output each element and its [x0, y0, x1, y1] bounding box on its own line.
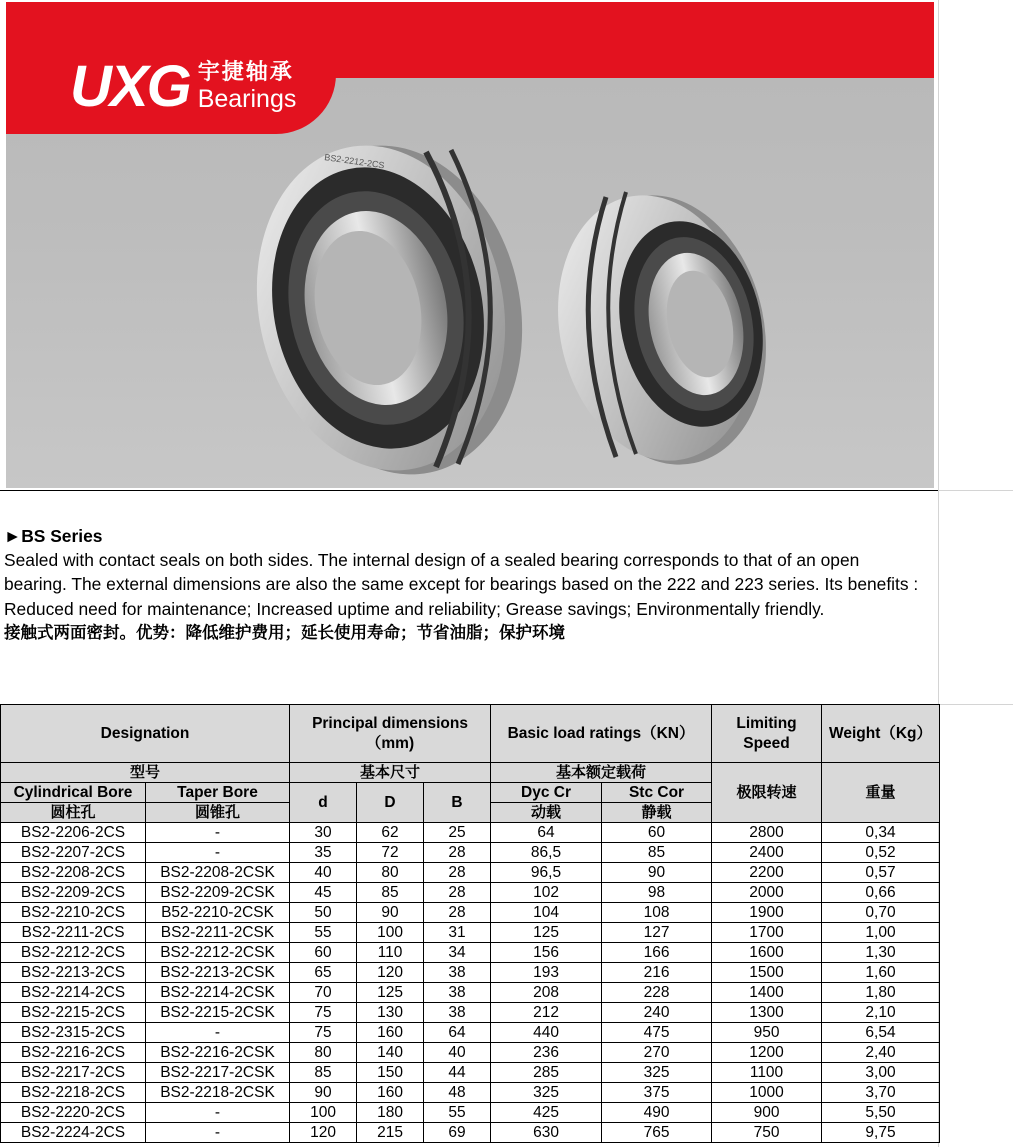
- header-dynamic-cn: 动载: [491, 803, 602, 823]
- header-taper-cn: 圆锥孔: [146, 803, 290, 823]
- header-cylindrical-cn: 圆柱孔: [1, 803, 146, 823]
- cell-B: 38: [424, 963, 491, 983]
- cell-static-load: 490: [602, 1103, 712, 1123]
- cell-cylindrical-bore: BS2-2211-2CS: [1, 923, 146, 943]
- header-static-cn: 静载: [602, 803, 712, 823]
- cell-d: 120: [290, 1123, 357, 1143]
- table-row: [1, 903, 940, 923]
- cell-B: 55: [424, 1103, 491, 1123]
- cell-dynamic-load: 208: [491, 983, 602, 1003]
- cell-dynamic-load: 285: [491, 1063, 602, 1083]
- cell-weight: 5,50: [822, 1103, 940, 1123]
- header-principal-cn: 基本尺寸: [290, 763, 491, 783]
- cell-taper-bore: BS2-2217-2CSK: [146, 1063, 290, 1083]
- cell-cylindrical-bore: BS2-2209-2CS: [1, 883, 146, 903]
- cell-B: 40: [424, 1043, 491, 1063]
- table-row: [1, 923, 940, 943]
- cell-D: 85: [357, 883, 424, 903]
- cell-B: 48: [424, 1083, 491, 1103]
- cell-weight: 3,00: [822, 1063, 940, 1083]
- cell-dynamic-load: 102: [491, 883, 602, 903]
- table-row: [1, 943, 940, 963]
- cell-d: 65: [290, 963, 357, 983]
- bearing-marking: BS2-2212-2CS: [323, 152, 386, 171]
- cell-cylindrical-bore: BS2-2224-2CS: [1, 1123, 146, 1143]
- cell-B: 31: [424, 923, 491, 943]
- cell-B: 28: [424, 863, 491, 883]
- header-weight: Weight（Kg）: [822, 705, 940, 763]
- cell-d: 55: [290, 923, 357, 943]
- table-row: [1, 1023, 940, 1043]
- cell-cylindrical-bore: BS2-2220-2CS: [1, 1103, 146, 1123]
- header-basic-load-ratings: Basic load ratings（KN）: [491, 705, 712, 763]
- cell-B: 28: [424, 903, 491, 923]
- cell-dynamic-load: 212: [491, 1003, 602, 1023]
- cell-static-load: 216: [602, 963, 712, 983]
- table-row: [1, 1063, 940, 1083]
- cell-limiting-speed: 2800: [712, 823, 822, 843]
- cell-static-load: 127: [602, 923, 712, 943]
- cell-d: 45: [290, 883, 357, 903]
- cell-d: 75: [290, 1003, 357, 1023]
- sheet-gridline: [938, 0, 1013, 1147]
- cell-weight: 9,75: [822, 1123, 940, 1143]
- cell-static-load: 108: [602, 903, 712, 923]
- cell-B: 64: [424, 1023, 491, 1043]
- logo-english: Bearings: [197, 85, 297, 113]
- description-chinese: 接触式两面密封。优势：降低维护费用；延长使用寿命；节省油脂；保护环境: [4, 622, 565, 642]
- table-row: [1, 1003, 940, 1023]
- cell-static-load: 375: [602, 1083, 712, 1103]
- table-row: [1, 863, 940, 883]
- cell-D: 150: [357, 1063, 424, 1083]
- cell-dynamic-load: 86,5: [491, 843, 602, 863]
- cell-D: 90: [357, 903, 424, 923]
- cell-limiting-speed: 1700: [712, 923, 822, 943]
- table-row: [1, 823, 940, 843]
- cell-d: 30: [290, 823, 357, 843]
- cell-D: 130: [357, 1003, 424, 1023]
- cell-static-load: 90: [602, 863, 712, 883]
- cell-cylindrical-bore: BS2-2206-2CS: [1, 823, 146, 843]
- table-row: [1, 1083, 940, 1103]
- header-cylindrical-bore: Cylindrical Bore: [1, 783, 146, 803]
- cell-B: 34: [424, 943, 491, 963]
- cell-D: 160: [357, 1023, 424, 1043]
- small-bearing: [534, 177, 790, 484]
- cell-dynamic-load: 96,5: [491, 863, 602, 883]
- cell-static-load: 240: [602, 1003, 712, 1023]
- cell-taper-bore: BS2-2212-2CSK: [146, 943, 290, 963]
- cell-taper-bore: BS2-2218-2CSK: [146, 1083, 290, 1103]
- cell-limiting-speed: 750: [712, 1123, 822, 1143]
- cell-D: 110: [357, 943, 424, 963]
- header-designation-cn: 型号: [1, 763, 290, 783]
- bearing-spec-table: [0, 704, 940, 1143]
- table-row: [1, 883, 940, 903]
- series-description: [4, 524, 924, 645]
- section-divider: [0, 490, 938, 491]
- cell-limiting-speed: 1600: [712, 943, 822, 963]
- cell-weight: 2,10: [822, 1003, 940, 1023]
- cell-cylindrical-bore: BS2-2215-2CS: [1, 1003, 146, 1023]
- cell-weight: 0,70: [822, 903, 940, 923]
- cell-weight: 3,70: [822, 1083, 940, 1103]
- cell-limiting-speed: 1900: [712, 903, 822, 923]
- cell-static-load: 270: [602, 1043, 712, 1063]
- cell-static-load: 166: [602, 943, 712, 963]
- cell-cylindrical-bore: BS2-2210-2CS: [1, 903, 146, 923]
- cell-weight: 0,57: [822, 863, 940, 883]
- cell-cylindrical-bore: BS2-2217-2CS: [1, 1063, 146, 1083]
- cell-limiting-speed: 1100: [712, 1063, 822, 1083]
- table-row: [1, 1103, 940, 1123]
- cell-limiting-speed: 1000: [712, 1083, 822, 1103]
- cell-dynamic-load: 425: [491, 1103, 602, 1123]
- cell-limiting-speed: 2400: [712, 843, 822, 863]
- table-row: [1, 983, 940, 1003]
- cell-taper-bore: -: [146, 1103, 290, 1123]
- header-weight-cn: 重量: [822, 763, 940, 823]
- cell-dynamic-load: 156: [491, 943, 602, 963]
- header-speed-cn: 极限转速: [712, 763, 822, 823]
- cell-limiting-speed: 1200: [712, 1043, 822, 1063]
- large-bearing: [228, 122, 552, 488]
- cell-limiting-speed: 2200: [712, 863, 822, 883]
- cell-D: 100: [357, 923, 424, 943]
- cell-static-load: 60: [602, 823, 712, 843]
- logo-mark: UXG: [70, 54, 190, 119]
- cell-static-load: 475: [602, 1023, 712, 1043]
- cell-D: 80: [357, 863, 424, 883]
- header-static: Stc Cor: [602, 783, 712, 803]
- cell-d: 85: [290, 1063, 357, 1083]
- cell-dynamic-load: 64: [491, 823, 602, 843]
- cell-d: 75: [290, 1023, 357, 1043]
- cell-cylindrical-bore: BS2-2216-2CS: [1, 1043, 146, 1063]
- sheet-gridline: [938, 490, 1013, 491]
- cell-static-load: 325: [602, 1063, 712, 1083]
- cell-cylindrical-bore: BS2-2212-2CS: [1, 943, 146, 963]
- cell-B: 69: [424, 1123, 491, 1143]
- cell-D: 62: [357, 823, 424, 843]
- table-row: [1, 963, 940, 983]
- cell-cylindrical-bore: BS2-2315-2CS: [1, 1023, 146, 1043]
- cell-D: 125: [357, 983, 424, 1003]
- cell-limiting-speed: 2000: [712, 883, 822, 903]
- cell-limiting-speed: 1500: [712, 963, 822, 983]
- header-load-cn: 基本额定载荷: [491, 763, 712, 783]
- sheet-gridline: [938, 704, 1013, 705]
- cell-limiting-speed: 900: [712, 1103, 822, 1123]
- cell-dynamic-load: 440: [491, 1023, 602, 1043]
- header-taper-bore: Taper Bore: [146, 783, 290, 803]
- cell-limiting-speed: 950: [712, 1023, 822, 1043]
- cell-limiting-speed: 1300: [712, 1003, 822, 1023]
- cell-static-load: 98: [602, 883, 712, 903]
- cell-taper-bore: BS2-2208-2CSK: [146, 863, 290, 883]
- cell-d: 70: [290, 983, 357, 1003]
- logo-chinese: 宇捷轴承: [197, 59, 294, 85]
- description-english: Sealed with contact seals on both sides. The internal design of a sealed bearing corresponds to that of an open bearing. The external dimensions are also the same except for bearings based on the 222 and 223 series. Its benefits : Reduced need for maintenance; Increased uptime and reliability; Grease savings; Environmentally friendly.: [4, 550, 919, 619]
- cell-cylindrical-bore: BS2-2218-2CS: [1, 1083, 146, 1103]
- header-D: D: [357, 783, 424, 823]
- cell-D: 180: [357, 1103, 424, 1123]
- cell-taper-bore: BS2-2211-2CSK: [146, 923, 290, 943]
- cell-D: 140: [357, 1043, 424, 1063]
- header-limiting-speed: Limiting Speed: [712, 705, 822, 763]
- header-B: B: [424, 783, 491, 823]
- cell-D: 160: [357, 1083, 424, 1103]
- cell-dynamic-load: 193: [491, 963, 602, 983]
- cell-static-load: 765: [602, 1123, 712, 1143]
- cell-dynamic-load: 325: [491, 1083, 602, 1103]
- cell-weight: 0,52: [822, 843, 940, 863]
- cell-taper-bore: BS2-2213-2CSK: [146, 963, 290, 983]
- header-dynamic: Dyc Cr: [491, 783, 602, 803]
- cell-static-load: 85: [602, 843, 712, 863]
- table-row: [1, 1123, 940, 1143]
- cell-weight: 1,30: [822, 943, 940, 963]
- cell-taper-bore: -: [146, 1123, 290, 1143]
- cell-cylindrical-bore: BS2-2213-2CS: [1, 963, 146, 983]
- cell-dynamic-load: 236: [491, 1043, 602, 1063]
- cell-d: 35: [290, 843, 357, 863]
- header-principal-dimensions: Principal dimensions （mm): [290, 705, 491, 763]
- cell-weight: 1,80: [822, 983, 940, 1003]
- cell-weight: 0,66: [822, 883, 940, 903]
- header-d: d: [290, 783, 357, 823]
- cell-d: 90: [290, 1083, 357, 1103]
- cell-D: 120: [357, 963, 424, 983]
- cell-dynamic-load: 630: [491, 1123, 602, 1143]
- cell-B: 44: [424, 1063, 491, 1083]
- cell-weight: 1,60: [822, 963, 940, 983]
- cell-cylindrical-bore: BS2-2214-2CS: [1, 983, 146, 1003]
- cell-d: 50: [290, 903, 357, 923]
- cell-taper-bore: BS2-2209-2CSK: [146, 883, 290, 903]
- cell-taper-bore: B52-2210-2CSK: [146, 903, 290, 923]
- cell-dynamic-load: 125: [491, 923, 602, 943]
- cell-d: 40: [290, 863, 357, 883]
- cell-taper-bore: -: [146, 1023, 290, 1043]
- series-title: ►BS Series: [4, 526, 103, 546]
- cell-static-load: 228: [602, 983, 712, 1003]
- table-row: [1, 843, 940, 863]
- cell-d: 80: [290, 1043, 357, 1063]
- cell-weight: 1,00: [822, 923, 940, 943]
- cell-cylindrical-bore: BS2-2208-2CS: [1, 863, 146, 883]
- product-banner: [6, 2, 934, 488]
- header-designation: Designation: [1, 705, 290, 763]
- cell-limiting-speed: 1400: [712, 983, 822, 1003]
- cell-taper-bore: BS2-2216-2CSK: [146, 1043, 290, 1063]
- cell-d: 60: [290, 943, 357, 963]
- cell-B: 25: [424, 823, 491, 843]
- cell-taper-bore: BS2-2214-2CSK: [146, 983, 290, 1003]
- cell-B: 38: [424, 1003, 491, 1023]
- cell-weight: 2,40: [822, 1043, 940, 1063]
- cell-B: 28: [424, 843, 491, 863]
- cell-weight: 6,54: [822, 1023, 940, 1043]
- cell-taper-bore: BS2-2215-2CSK: [146, 1003, 290, 1023]
- cell-dynamic-load: 104: [491, 903, 602, 923]
- bearings-photo: [6, 2, 934, 488]
- cell-d: 100: [290, 1103, 357, 1123]
- cell-taper-bore: -: [146, 843, 290, 863]
- cell-taper-bore: -: [146, 823, 290, 843]
- cell-weight: 0,34: [822, 823, 940, 843]
- cell-B: 38: [424, 983, 491, 1003]
- cell-D: 215: [357, 1123, 424, 1143]
- cell-B: 28: [424, 883, 491, 903]
- table-row: [1, 1043, 940, 1063]
- cell-cylindrical-bore: BS2-2207-2CS: [1, 843, 146, 863]
- cell-D: 72: [357, 843, 424, 863]
